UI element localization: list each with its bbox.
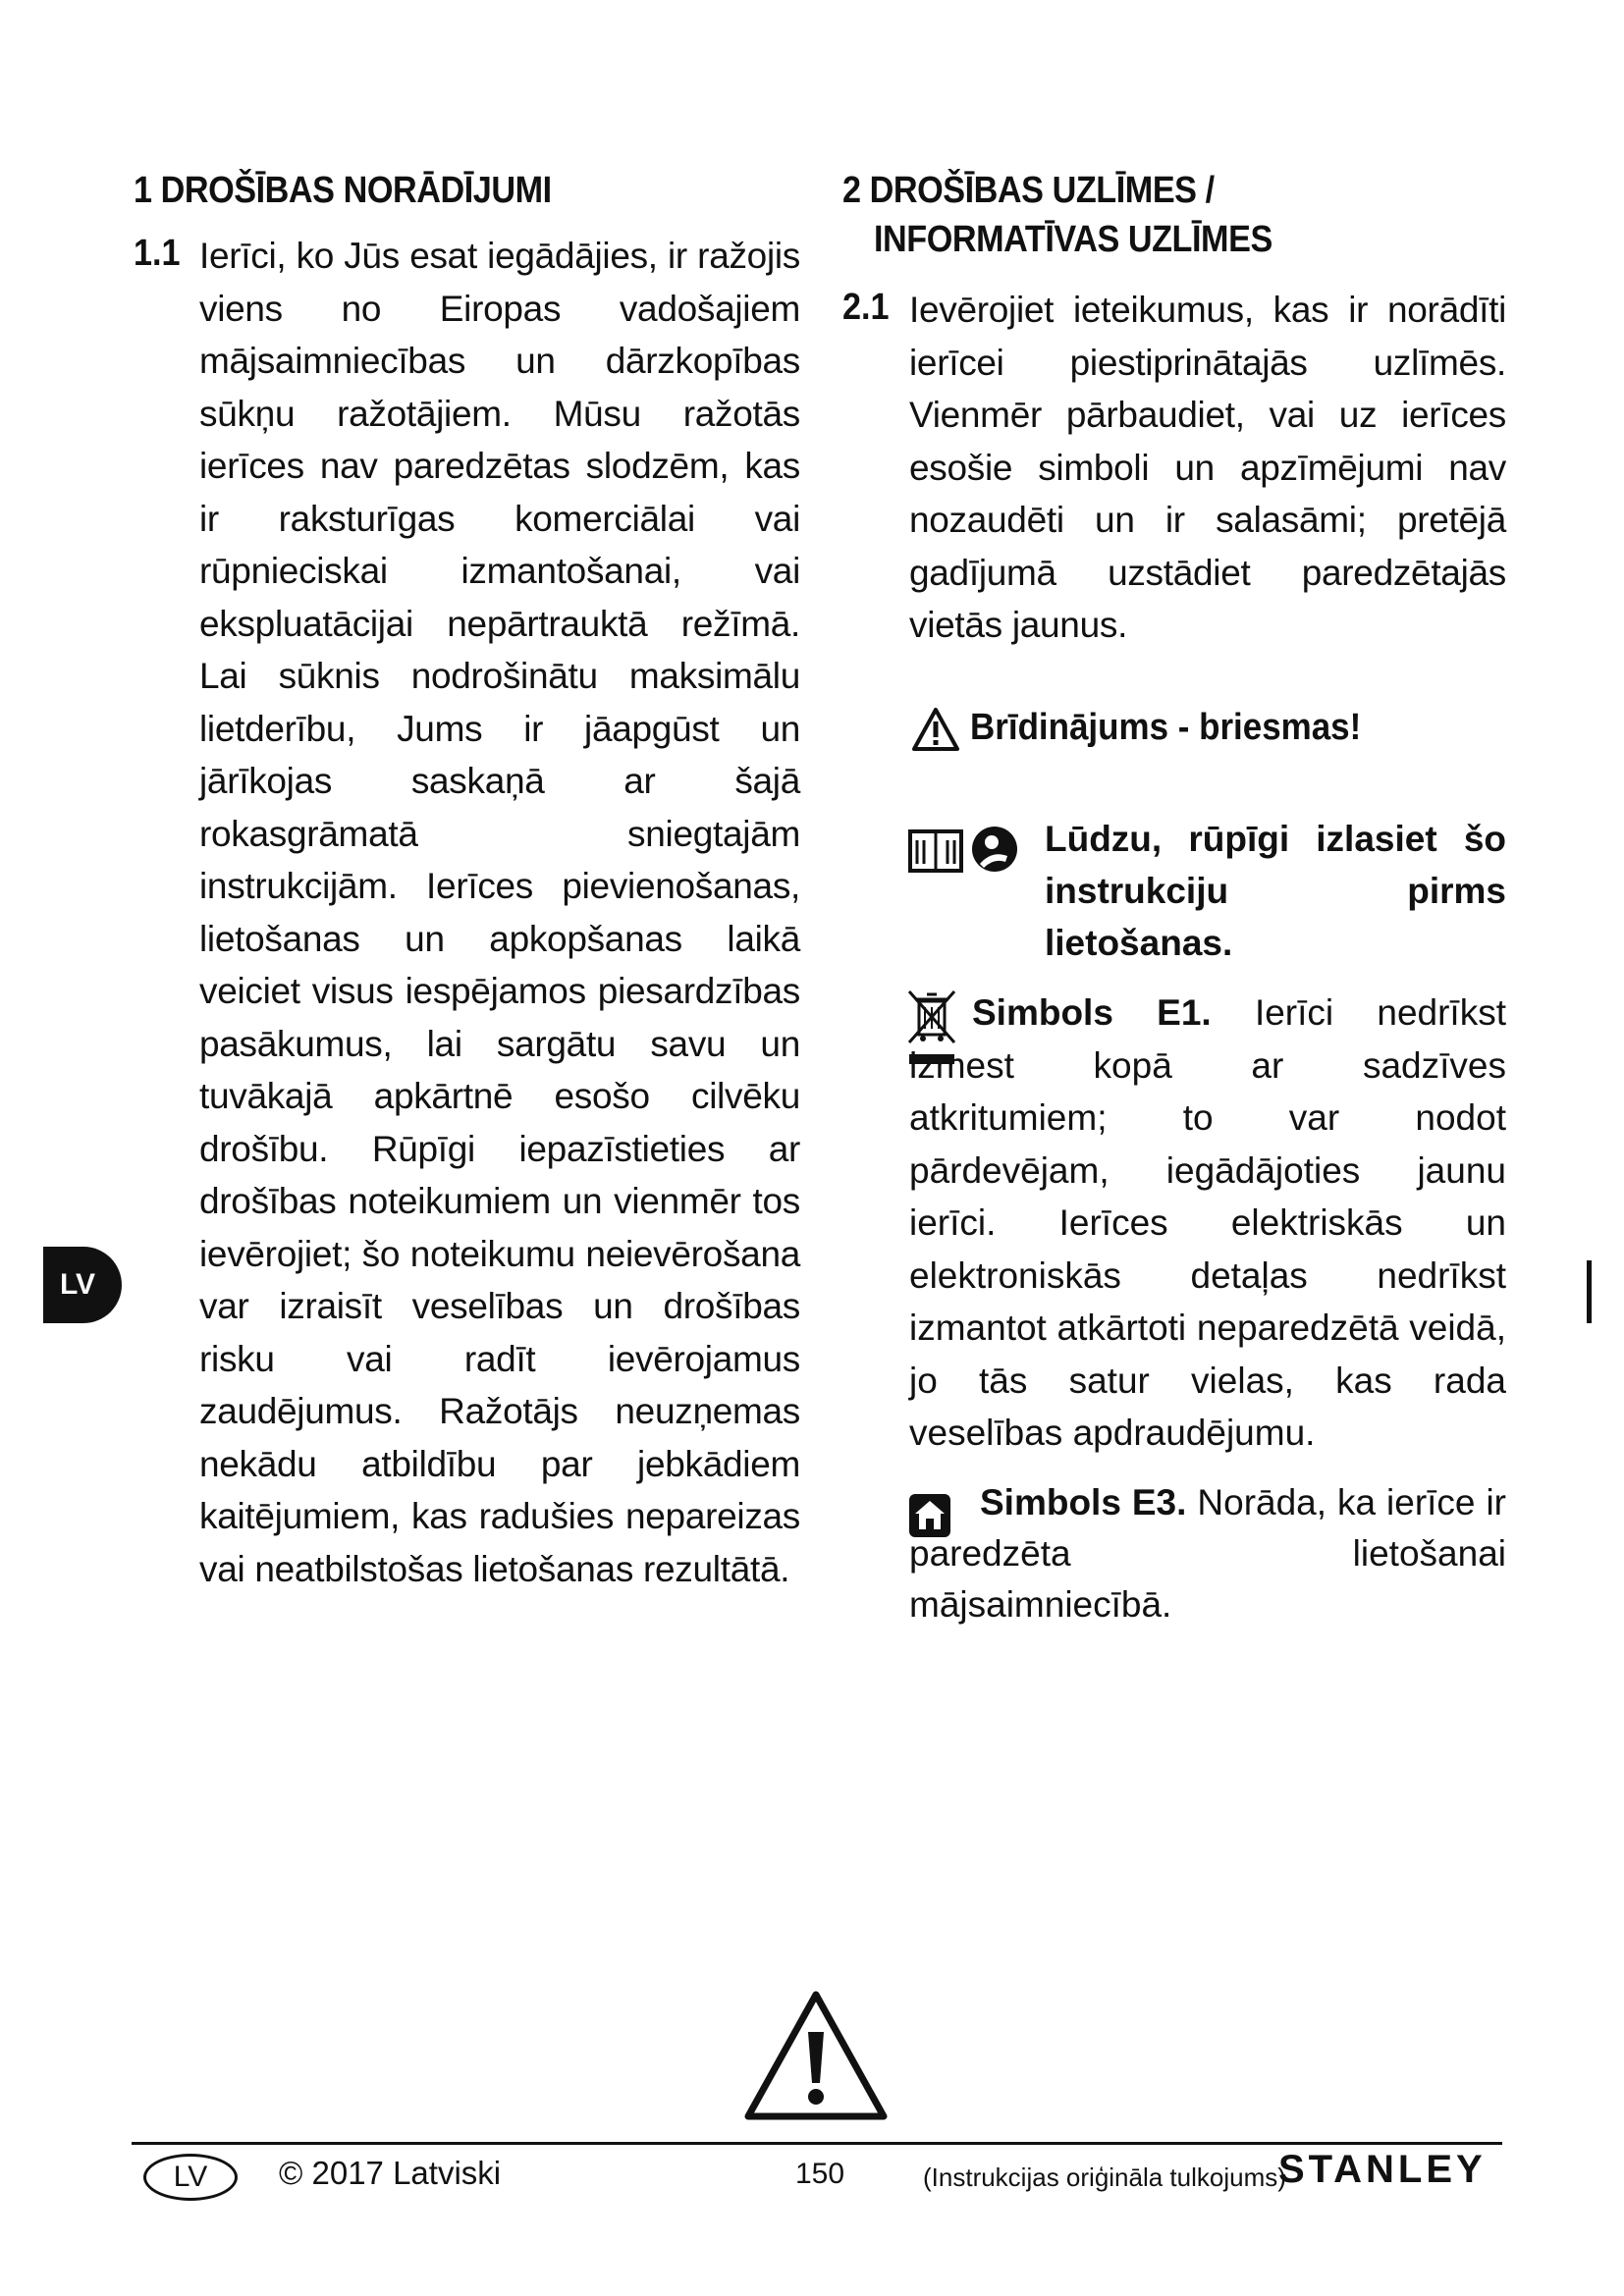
section2-item-number: 2.1 — [842, 287, 890, 328]
read-instructions-text: Lūdzu, rūpīgi izlasiet šo instrukciju pirms lietošanas. — [1045, 819, 1506, 963]
section1-paragraph: Ierīci, ko Jūs esat iegādājies, ir ražojis viens no Eiropas vadošajiem mājsaimniecības un dārzkopības sūkņu ražotājiem. Mūsu ražotās ierīces nav paredzētas slodzēm, kas ir raksturīgas komerciālai vai rūpnieciskai izmantošanai, vai ekspluatācijai nepārtrauktā režīmā. Lai sūknis nodrošinātu maksimālu lietderību, Jums ir jāapgūst un jārīkojas saskaņā ar šajā rokasgrāmatā sniegtajām instrukcijām. Ierīces pievienošanas, lietošanas un apkopšanas laikā veiciet visus iespējamos piesardzības pasākumus, lai sargātu savu un tuvākajā apkārtnē esošo cilvēku drošību. Rūpīgi iepazīstieties ar drošības noteikumiem un vienmēr tos ievērojiet; šo noteikumu neievērošana var izraisīt veselības un drošības risku vai radīt ievērojamus zaudējumus. Ražotājs neuzņemas nekādu atbildību par jebkādiem kaitējumiem, kas radušies nepareizas vai neatbilstošas lietošanas rezultātā. — [199, 236, 800, 1589]
section2-paragraph: Ievērojiet ieteikumus, kas ir norādīti ierīcei piestiprinātajās uzlīmēs. Vienmēr pārbaudiet, vai uz ierīces esošie simboli un apzīmējumi nav nozaudēti un ir salasāmi; pretējā gadījumā uzstādiet paredzētajās vietās jaunus. — [909, 290, 1506, 645]
section2-heading-line2: INFORMATĪVAS UZLĪMES — [874, 219, 1272, 260]
footer-note: (Instrukcijas oriģināla tulkojums) — [923, 2163, 1286, 2192]
footer-language-badge: LV — [143, 2154, 238, 2201]
footer-page-number: 150 — [795, 2158, 845, 2190]
warning-label: Brīdinājums - briesmas! — [970, 707, 1362, 748]
section2-heading-line1: 2 DROŠĪBAS UZLĪMES / — [842, 170, 1215, 211]
margin-mark — [1587, 1260, 1592, 1323]
brand-logo: STANLEY — [1278, 2148, 1487, 2191]
symbol-e3-text: Norāda, ka ierīce ir paredzēta lietošanai mājsaimniecībā. — [909, 1482, 1507, 1625]
footer-rule — [132, 2142, 1502, 2145]
large-warning-icon — [742, 1989, 890, 2122]
read-manual-icon — [970, 825, 1019, 874]
symbol-e1-text: Ierīci nedrīkst izmest kopā ar sadzīves atkritumiem; to var nodot pārdevējam, iegādājoties jaunu ierīci. Ierīces elektriskās un elektroniskās detaļas nedrīkst izmantot atkārtoti neparedzētā veidā, jo tās satur vielas, kas rada veselības apdraudējumu. — [909, 992, 1506, 1453]
symbol-e3-block — [909, 1477, 1506, 1630]
section1-item-number: 1.1 — [134, 233, 181, 274]
warning-triangle-icon — [911, 707, 960, 752]
symbol-e1-label: Simbols E1. — [972, 992, 1212, 1033]
book-icon — [907, 828, 964, 874]
symbol-e1-block — [909, 987, 1506, 1460]
symbol-e3-label: Simbols E3. — [980, 1482, 1187, 1522]
section1-heading: 1 DROŠĪBAS NORĀDĪJUMI — [134, 170, 552, 211]
footer-copyright: © 2017 Latviski — [279, 2155, 502, 2191]
language-side-tab: LV — [43, 1247, 122, 1323]
